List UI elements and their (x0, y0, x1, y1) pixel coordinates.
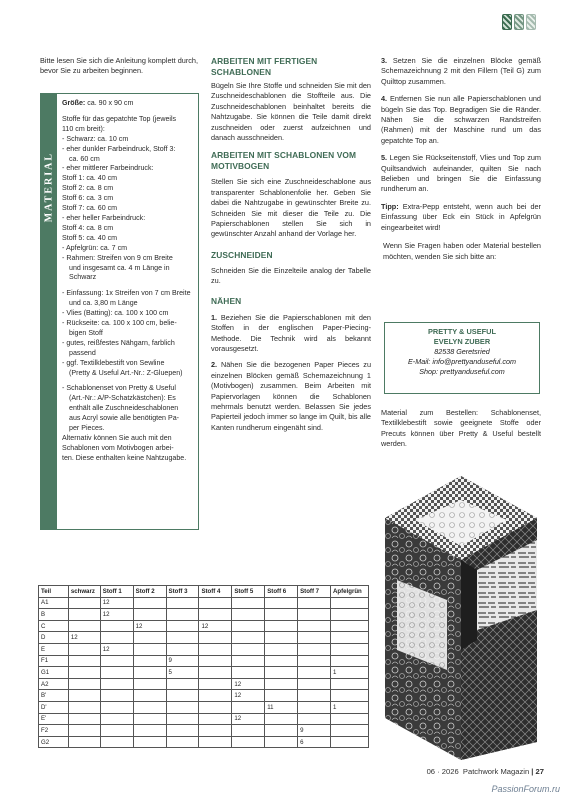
heading-sewing: NÄHEN (211, 295, 242, 306)
table-cell (68, 667, 100, 679)
table-cell (298, 701, 331, 713)
table-header-cell: Stoff 5 (232, 586, 265, 598)
table-cell (232, 632, 265, 644)
table-cell: F2 (39, 725, 69, 737)
table-cell (265, 609, 298, 621)
table-cell (298, 643, 331, 655)
watermark: PassionForum.ru (491, 784, 560, 794)
table-cell (68, 609, 100, 621)
table-cell (232, 667, 265, 679)
contact-company: PRETTY & USEFUL (427, 327, 497, 336)
table-cell (232, 643, 265, 655)
sewing-step-2: 2. Nähen Sie die bezogenen Paper Pieces zu einzelnen Blöcken gemäß Schemazeichnung 1 (Motivbogen) zusammen. Beim Arbeiten mit Papiervorlagen können die Schablonen mehrmals benutzt werden. Belassen Sie jedes Papierteil jedoch immer so lange im Quilt, bis alle Kanten rundherum eingenäht sind. (211, 360, 371, 432)
table-header-cell: Stoff 4 (199, 586, 232, 598)
table-cell (68, 713, 100, 725)
table-cell (166, 597, 199, 609)
sewing-step-5: 5. Legen Sie Rückseitenstoff, Vlies und Top zum Quiltsandwich aufeinander, quilten Sie nach Belieben und bringen Sie die Einfassung rundherum an. (381, 153, 541, 194)
size-label: Größe: (62, 99, 86, 107)
table-cell: 1 (331, 701, 369, 713)
table-cell (199, 655, 232, 667)
footer-separator: | (531, 767, 534, 776)
material-line: ten. Diese enthalten keine Nahtzugabe. (62, 453, 187, 462)
material-line: Schablonen vom Motivbogen arbei- (62, 443, 174, 452)
table-cell: E' (39, 713, 69, 725)
table-cell (331, 736, 369, 748)
material-line: - eher heller Farbeindruck: (62, 213, 146, 222)
table-row (39, 667, 369, 679)
table-cell (133, 655, 166, 667)
questions-text: Wenn Sie Fragen haben oder Material bestellen möchten, wenden Sie sich bitte an: (383, 241, 541, 261)
table-cell (298, 678, 331, 690)
page-number: 27 (535, 767, 544, 776)
table-cell (331, 655, 369, 667)
intro-column (40, 56, 198, 77)
table-cell (265, 620, 298, 632)
table-cell (331, 643, 369, 655)
material-line: Stoffe für das gepatchte Top (jeweils (62, 114, 177, 123)
table-cell (68, 725, 100, 737)
material-line: - Vlies (Batting): ca. 100 x 100 cm (62, 309, 169, 318)
table-cell (199, 701, 232, 713)
table-cell (199, 597, 232, 609)
table-cell (232, 597, 265, 609)
table-row (39, 678, 369, 690)
table-cell (100, 701, 133, 713)
table-cell (166, 620, 199, 632)
table-cell: B' (39, 690, 69, 702)
table-cell: B (39, 609, 69, 621)
material-line: - eher dunkler Farbeindruck, Stoff 3: (62, 144, 176, 153)
table-cell (232, 736, 265, 748)
material-line: Stoff 4: ca. 8 cm (62, 223, 114, 232)
table-cell (166, 713, 199, 725)
patchwork-blocks-icon (502, 14, 536, 30)
table-header-cell: Teil (39, 586, 69, 598)
table-cell (133, 725, 166, 737)
table-cell: 12 (68, 632, 100, 644)
table-row (39, 643, 369, 655)
table-cell: 12 (232, 678, 265, 690)
materials-box (40, 93, 199, 530)
table-cell: 9 (298, 725, 331, 737)
table-cell (265, 667, 298, 679)
table-cell (331, 713, 369, 725)
table-cell (133, 597, 166, 609)
table-cell (68, 620, 100, 632)
table-cell (331, 597, 369, 609)
material-line: und ca. 3,80 m Länge (69, 299, 138, 308)
table-cell (199, 678, 232, 690)
steps-column (381, 56, 541, 262)
table-row (39, 690, 369, 702)
material-line: (Art.-Nr.: A/P-Schatzkästchen): Es (69, 394, 176, 403)
table-cell (265, 678, 298, 690)
material-line: aus Acryl sowie alle benötigten Pa- (69, 414, 180, 423)
table-cell (265, 643, 298, 655)
table-cell (68, 690, 100, 702)
table-cell (166, 725, 199, 737)
table-cell (298, 713, 331, 725)
table-cell (298, 690, 331, 702)
material-line: - Apfelgrün: ca. 7 cm (62, 243, 128, 252)
table-cell: 12 (199, 620, 232, 632)
material-line: - Rahmen: Streifen von 9 cm Breite (62, 253, 173, 262)
materials-band-label: MATERIAL (43, 152, 55, 223)
table-cell (133, 632, 166, 644)
magazine-name: Patchwork Magazin (462, 767, 530, 776)
table-cell (100, 667, 133, 679)
table-cell (68, 655, 100, 667)
contact-person: EVELYN ZUBER (433, 337, 491, 346)
cutting-table (38, 585, 369, 748)
table-cell (166, 643, 199, 655)
table-cell (199, 725, 232, 737)
table-row (39, 736, 369, 748)
material-line: Stoff 2: ca. 8 cm (62, 184, 114, 193)
table-row (39, 609, 369, 621)
table-cell (232, 609, 265, 621)
table-cell (331, 609, 369, 621)
material-line: - Schablonenset von Pretty & Useful (62, 384, 176, 393)
sewing-step-4: 4. Entfernen Sie nun alle Papierschablonen und bügeln Sie das Top. Begradigen Sie die Ränder. Nähen Sie die schwarzen Randstreifen (Rahmen) mit der Maschine rund um das gepatchte Top an. (381, 94, 541, 145)
table-cell (298, 597, 331, 609)
table-header-row (39, 586, 369, 598)
table-cell (100, 725, 133, 737)
material-line: per Pieces. (69, 424, 105, 433)
table-cell: A2 (39, 678, 69, 690)
order-text: Material zum Bestellen: Schablonenset, Textilklebestift sowie geeignete Stoffe oder Precuts können über Pretty & Useful bestellt werden. (381, 408, 541, 449)
issue-label: 06 · 2026 (426, 767, 459, 776)
cutting-text: Schneiden Sie die Einzelteile analog der Tabelle zu. (211, 265, 371, 286)
table-cell (331, 632, 369, 644)
table-cell (265, 632, 298, 644)
materials-band (41, 94, 57, 529)
table-row (39, 597, 369, 609)
table-cell (133, 609, 166, 621)
table-cell (265, 736, 298, 748)
table-cell (166, 609, 199, 621)
table-cell (68, 736, 100, 748)
table-cell (166, 632, 199, 644)
material-line: - Einfassung: 1x Streifen von 7 cm Breite (62, 289, 191, 298)
table-cell (133, 643, 166, 655)
table-cell: 11 (265, 701, 298, 713)
table-cell (298, 609, 331, 621)
table-cell: 12 (100, 609, 133, 621)
table-header-cell: Apfelgrün (331, 586, 369, 598)
table-cell (331, 678, 369, 690)
table-cell: D' (39, 701, 69, 713)
material-line: Alternativ können Sie auch mit den (62, 434, 172, 442)
size-line (62, 99, 195, 109)
instructions-column (211, 56, 371, 433)
table-cell (100, 736, 133, 748)
table-cell: 6 (298, 736, 331, 748)
contact-city: 82538 Geretsried (434, 347, 490, 356)
material-line: enthält alle Zuschneideschablonen (69, 404, 179, 413)
table-cell (199, 736, 232, 748)
quilt-block-photo (377, 470, 545, 760)
table-cell (166, 678, 199, 690)
tip-text: Tipp: Extra-Pepp entsteht, wenn auch bei der Einfassung über Eck ein Stück in Apfelgrün eingearbeitet wird! (381, 201, 541, 232)
contact-box (384, 322, 540, 394)
table-cell: 1 (331, 667, 369, 679)
table-cell (133, 713, 166, 725)
material-line: Stoff 5: ca. 40 cm (62, 233, 118, 242)
table-cell (265, 655, 298, 667)
materials-list (62, 99, 195, 464)
table-cell: 12 (232, 713, 265, 725)
table-cell: 5 (166, 667, 199, 679)
size-value: ca. 90 x 90 cm (85, 99, 134, 107)
table-cell (100, 678, 133, 690)
material-line: (Pretty & Useful Art.-Nr.: Z-Gluepen) (69, 368, 183, 377)
ready-templates-text: Bügeln Sie Ihre Stoffe und schneiden Sie mit den Zuschneideschablonen die Stoffteile aus. Die Zuschneideschablonen beinhaltet bereits die Nahtzugabe. Sie können die Teile damit direkt zuschneiden oder zuerst aufzeichnen und danach ausschneiden. (211, 81, 371, 143)
material-line: - gutes, reißfestes Nähgarn, farblich (62, 338, 175, 347)
table-cell (331, 690, 369, 702)
table-cell: G2 (39, 736, 69, 748)
table-cell: 9 (166, 655, 199, 667)
contact-shop[interactable]: Shop: prettyanduseful.com (419, 367, 505, 376)
heading-ready-templates: ARBEITEN MIT FERTIGEN SCHABLONEN (211, 56, 318, 77)
table-row (39, 620, 369, 632)
table-cell: E (39, 643, 69, 655)
page-footer (427, 767, 544, 776)
table-header-cell: Stoff 7 (298, 586, 331, 598)
table-cell (232, 620, 265, 632)
contact-email[interactable]: E-Mail: info@prettyanduseful.com (408, 357, 516, 366)
intro-text: Bitte lesen Sie sich die Anleitung komplett durch, bevor Sie zu arbeiten beginnen. (40, 56, 198, 76)
material-line: Stoff 6: ca. 3 cm (62, 194, 114, 203)
table-cell (133, 667, 166, 679)
table-header-cell: Stoff 2 (133, 586, 166, 598)
table-cell (100, 655, 133, 667)
material-line: bigen Stoff (69, 328, 103, 337)
material-line: Stoff 7: ca. 60 cm (62, 204, 118, 213)
sewing-step-3: 3. Setzen Sie die einzelnen Blöcke gemäß Schemazeichnung 2 mit den Fillern (Teil G) zum Quilttop zusammen. (381, 56, 541, 86)
table-cell (133, 678, 166, 690)
material-line: - Schwarz: ca. 10 cm (62, 134, 129, 143)
table-cell (232, 701, 265, 713)
material-line: Schwarz (69, 273, 97, 282)
table-cell (100, 632, 133, 644)
table-cell: C (39, 620, 69, 632)
table-cell: F1 (39, 655, 69, 667)
table-row (39, 725, 369, 737)
table-cell (265, 713, 298, 725)
heading-motif-templates: ARBEITEN MIT SCHABLONEN VOM MOTIVBOGEN (211, 150, 357, 172)
table-cell: G1 (39, 667, 69, 679)
table-cell: 12 (100, 597, 133, 609)
table-cell (331, 620, 369, 632)
table-cell (265, 597, 298, 609)
table-cell (133, 701, 166, 713)
table-cell (265, 725, 298, 737)
table-cell (68, 597, 100, 609)
table-cell (199, 667, 232, 679)
table-cell (133, 736, 166, 748)
table-row (39, 701, 369, 713)
table-cell (298, 667, 331, 679)
material-line: - Rückseite: ca. 100 x 100 cm, belie- (62, 319, 177, 328)
table-header-cell: schwarz (68, 586, 100, 598)
table-cell (199, 690, 232, 702)
heading-cutting: ZUSCHNEIDEN (211, 249, 273, 260)
material-line: passend (69, 348, 96, 357)
table-cell (298, 655, 331, 667)
table-cell (232, 725, 265, 737)
table-cell (68, 701, 100, 713)
table-cell (68, 643, 100, 655)
table-cell (298, 620, 331, 632)
table-cell (100, 620, 133, 632)
table-cell: A1 (39, 597, 69, 609)
table-cell (199, 713, 232, 725)
table-cell (199, 632, 232, 644)
table-cell (166, 736, 199, 748)
table-cell (68, 678, 100, 690)
table-row (39, 632, 369, 644)
material-line: ca. 60 cm (69, 154, 100, 163)
motif-templates-text: Stellen Sie sich eine Zuschneideschablone aus transparenter Schablonenfolie her. Geben Sie dabei die Nahtzugabe in gewünschter Breite zu. Schneiden Sie mit dieser die Teile zu. Die Papierschablonen stellen Sie sich in gewünschter Anzahl anhand der Vorlage her. (211, 177, 371, 239)
table-cell: 12 (133, 620, 166, 632)
table-row (39, 713, 369, 725)
material-line: - ggf. Textilklebestift von Sewline (62, 358, 165, 367)
table-cell (166, 701, 199, 713)
table-cell (298, 632, 331, 644)
table-header-cell: Stoff 3 (166, 586, 199, 598)
table-cell (166, 690, 199, 702)
table-cell (100, 713, 133, 725)
material-line: und insgesamt ca. 4 m Länge in (69, 263, 170, 272)
table-cell: 12 (100, 643, 133, 655)
table-cell: 12 (232, 690, 265, 702)
table-cell (199, 643, 232, 655)
material-line: 110 cm breit): (62, 124, 105, 133)
table-row (39, 655, 369, 667)
material-line: Stoff 1: ca. 40 cm (62, 174, 118, 183)
table-cell (100, 690, 133, 702)
table-cell (265, 690, 298, 702)
table-header-cell: Stoff 6 (265, 586, 298, 598)
table-cell (331, 725, 369, 737)
table-cell (133, 690, 166, 702)
material-line: - eher mittlerer Farbeindruck: (62, 164, 154, 173)
table-cell (199, 609, 232, 621)
table-cell (232, 655, 265, 667)
sewing-step-1: 1. Beziehen Sie die Papierschablonen mit den Stoffen in der englischen Paper-Piecing-Methode. Die Technik wird als bekannt vorausgesetzt. (211, 312, 371, 353)
table-header-cell: Stoff 1 (100, 586, 133, 598)
table-cell: D (39, 632, 69, 644)
